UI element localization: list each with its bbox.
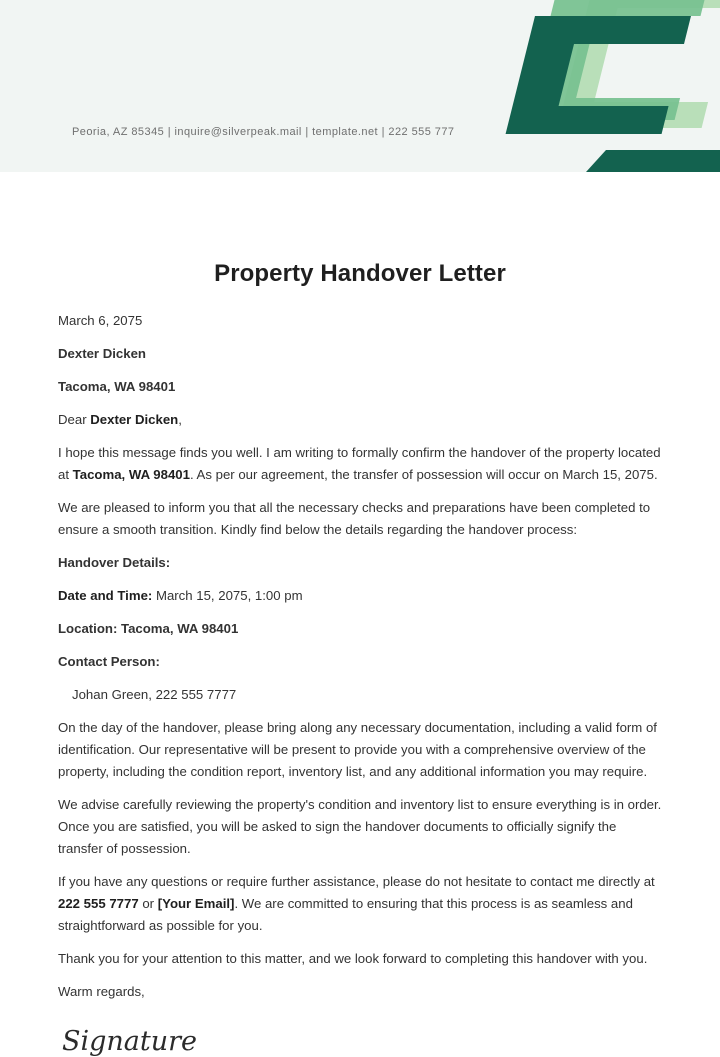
- paragraph-intro-part2: . As per our agreement, the transfer of possession will occur on March 15, 2075.: [189, 467, 658, 482]
- paragraph-preparations: We are pleased to inform you that all the necessary checks and preparations have been completed to ensure a smooth transition. Kindly find below the details regarding the handover process:: [58, 500, 651, 537]
- recipient-address: Tacoma, WA 98401: [58, 379, 176, 394]
- signature-mark: Signature: [62, 1026, 198, 1057]
- letter-body: [0, 260, 720, 1057]
- paragraph-contact-part1: If you have any questions or require further assistance, please do not hesitate to contact me directly at: [58, 874, 655, 889]
- paragraph-contact: [58, 871, 662, 937]
- paragraph-contact-part3: . We are committed to ensuring that this process is as seamless and straightforward as possible for you.: [58, 896, 633, 933]
- contact-email-placeholder: [Your Email]: [157, 896, 235, 911]
- recipient-name: Dexter Dicken: [58, 346, 146, 361]
- salutation: [58, 409, 662, 431]
- detail-contact-person-label: Contact Person:: [58, 654, 160, 669]
- letter-date: March 6, 2075: [58, 313, 143, 328]
- detail-date-time: [58, 585, 662, 607]
- paragraph-intro: [58, 442, 662, 486]
- contact-phone: 222 555 7777: [58, 896, 139, 911]
- closing-line: Warm regards,: [58, 984, 145, 999]
- page-title: Property Handover Letter: [214, 260, 506, 287]
- detail-date-time-value: March 15, 2075, 1:00 pm: [152, 588, 303, 603]
- property-location: Tacoma, WA 98401: [72, 467, 190, 482]
- letterhead-header: [0, 0, 720, 172]
- detail-contact-person-value: Johan Green, 222 555 7777: [72, 687, 237, 702]
- header-contact-line: Peoria, AZ 85345 | inquire@silverpeak.mail | template.net | 222 555 777: [72, 126, 455, 138]
- detail-date-time-label: Date and Time:: [58, 588, 153, 603]
- salutation-prefix: Dear: [58, 412, 91, 427]
- salutation-name: Dexter Dicken: [90, 412, 179, 427]
- detail-location: Location: Tacoma, WA 98401: [58, 621, 239, 636]
- paragraph-thanks: Thank you for your attention to this matter, and we look forward to completing this handover with you.: [58, 951, 648, 966]
- paragraph-documentation: On the day of the handover, please bring along any necessary documentation, including a valid form of identification. Our representative will be present to provide you with a comprehensive overview of the property, including the condition report, inventory list, and any additional information you may require.: [58, 720, 657, 779]
- handover-details-heading: Handover Details:: [58, 555, 171, 570]
- paragraph-intro-part1: I hope this message finds you well. I am writing to formally confirm the handover of the property located at: [58, 445, 661, 482]
- paragraph-contact-part2: or: [138, 896, 158, 911]
- letterhead-logo-graphic: [400, 0, 720, 172]
- paragraph-review: We advise carefully reviewing the property's condition and inventory list to ensure everything is in order. Once you are satisfied, you will be asked to sign the handover documents to officially signify the transfer of possession.: [58, 797, 662, 856]
- salutation-suffix: ,: [178, 412, 182, 427]
